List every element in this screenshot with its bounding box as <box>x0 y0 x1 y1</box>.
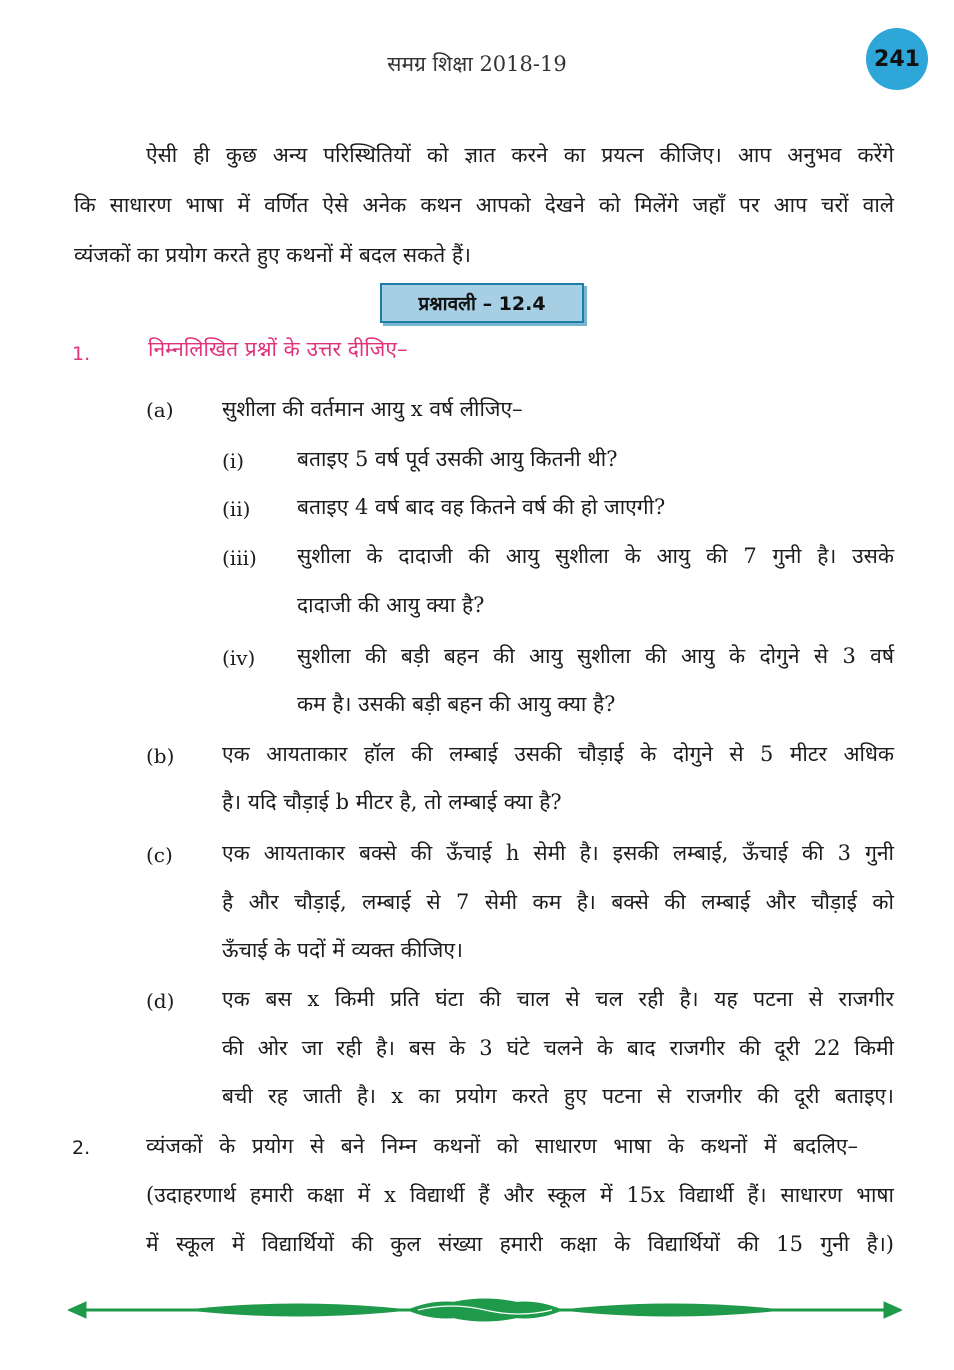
question-2-line: में स्कूल में विद्यार्थियों की कुल संख्या हमारी कक्षा के विद्यार्थियों की 15 गुनी है।) <box>146 1232 894 1256</box>
question-1-text: निम्नलिखित प्रश्नों के उत्तर दीजिए– <box>148 337 408 361</box>
part-c-line: ऊँचाई के पदों में व्यक्त कीजिए। <box>222 938 463 962</box>
question-1-number: 1. <box>72 343 91 365</box>
question-2-line: (उदाहरणार्थ हमारी कक्षा में x विद्यार्थी हैं और स्कूल में 15x विद्यार्थी हैं। साधारण भाषा <box>146 1183 894 1207</box>
part-c-label: (c) <box>146 843 173 867</box>
part-a-iv-label: (iv) <box>222 646 256 670</box>
part-a-iv-line: सुशीला की बड़ी बहन की आयु सुशीला की आयु के दोगुने से 3 वर्ष <box>297 644 894 668</box>
intro-paragraph <box>74 130 894 280</box>
question-2-line: व्यंजकों के प्रयोग से बने निम्न कथनों को साधारण भाषा के कथनों में बदलिए– <box>146 1134 858 1158</box>
part-c-line: एक आयताकार बक्से की ऊँचाई h सेमी है। इसकी लम्बाई, ऊँचाई की 3 गुनी <box>222 841 894 865</box>
intro-line: ऐसी ही कुछ अन्य परिस्थितियों को ज्ञात करने का प्रयत्न कीजिए। आप अनुभव करेंगे <box>146 143 894 167</box>
part-a-ii-text: बताइए 4 वर्ष बाद वह कितने वर्ष की हो जाएगी? <box>297 495 666 519</box>
part-a-iv-line: कम है। उसकी बड़ी बहन की आयु क्या है? <box>297 692 616 716</box>
intro-line: व्यंजकों का प्रयोग करते हुए कथनों में बदल सकते हैं। <box>74 243 471 267</box>
part-b-line: एक आयताकार हॉल की लम्बाई उसकी चौड़ाई के दोगुने से 5 मीटर अधिक <box>222 742 894 766</box>
running-header: समग्र शिक्षा 2018-19 <box>387 52 567 76</box>
part-d-label: (d) <box>146 989 175 1013</box>
part-a-label: (a) <box>146 398 174 422</box>
part-c-line: है और चौड़ाई, लम्बाई से 7 सेमी कम है। बक्से की लम्बाई और चौड़ाई को <box>222 890 894 914</box>
part-a-i-label: (i) <box>222 449 245 473</box>
part-b-line: है। यदि चौड़ाई b मीटर है, तो लम्बाई क्या है? <box>222 790 562 814</box>
exercise-heading: प्रश्नावली – 12.4 <box>380 283 584 323</box>
part-d-line: बची रह जाती है। x का प्रयोग करते हुए पटना से राजगीर की दूरी बताइए। <box>222 1084 894 1108</box>
part-d-line: की ओर जा रही है। बस के 3 घंटे चलने के बाद राजगीर की दूरी 22 किमी <box>222 1036 894 1060</box>
part-a-ii-label: (ii) <box>222 497 251 521</box>
part-a-iii-line: सुशीला के दादाजी की आयु सुशीला के आयु की 7 गुनी है। उसके <box>297 544 894 568</box>
part-b-label: (b) <box>146 744 175 768</box>
page-number-badge: 241 <box>866 28 928 90</box>
intro-line: कि साधारण भाषा में वर्णित ऐसे अनेक कथन आपको देखने को मिलेंगे जहाँ पर आप चरों वाले <box>74 193 894 217</box>
part-a-iii-line: दादाजी की आयु क्या है? <box>297 593 485 617</box>
part-a-iii-label: (iii) <box>222 546 257 570</box>
question-2-number: 2. <box>72 1137 91 1159</box>
ornament-divider-icon <box>68 1290 902 1330</box>
part-d-line: एक बस x किमी प्रति घंटा की चाल से चल रही है। यह पटना से राजगीर <box>222 987 894 1011</box>
part-a-text: सुशीला की वर्तमान आयु x वर्ष लीजिए– <box>222 397 523 421</box>
part-a-i-text: बताइए 5 वर्ष पूर्व उसकी आयु कितनी थी? <box>297 447 618 471</box>
